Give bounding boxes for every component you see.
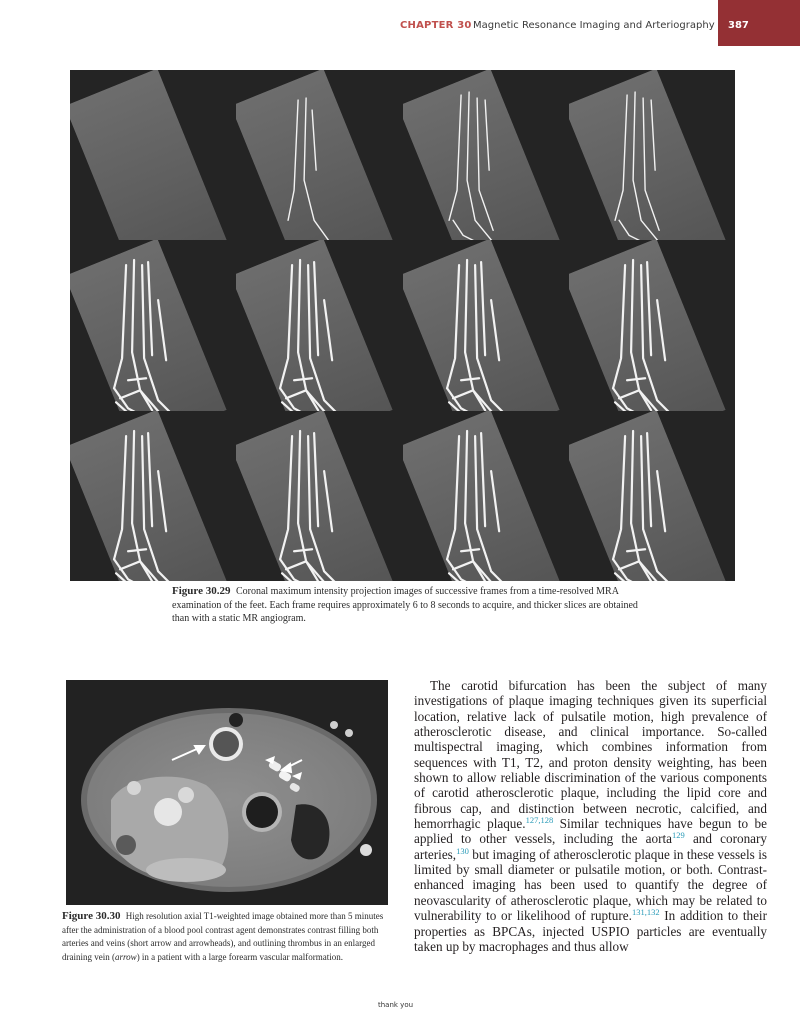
- citation-link[interactable]: 131,132: [631, 907, 660, 918]
- caption-text: High resolution axial T1-weighted image obtained more than 5 minutes after the administration of a blood pool contrast agent demonstrates contrast filling both arteries and veins (short arrow and arrowheads), and outlining thrombus in an enlarged draining vein (: [62, 911, 384, 962]
- citation-link[interactable]: 129: [672, 830, 685, 841]
- figure-30-30-caption: [62, 910, 392, 964]
- text-run: In addition to their properties as BPCAs, injected USPIO particles are eventually taken up by macrophages and thus allow: [414, 908, 767, 954]
- mra-frame: [70, 70, 236, 240]
- body-text-column: [414, 678, 767, 954]
- figure-label: Figure 30.30: [62, 910, 121, 922]
- caption-text: Coronal maximum intensity projection images of successive frames from a time-resolved MRA examination of the feet. Each frame requires approximately 6 to 8 seconds to acquire, and thicker slices are obtained than with a static MR angiogram.: [172, 586, 638, 624]
- mra-frame: [569, 70, 735, 240]
- vessel-overlay: [236, 411, 402, 581]
- vessel-overlay: [403, 70, 569, 240]
- text-run: but imaging of atherosclerotic plaque in these vessels is limited by small diameter or pulsatile motion, or both. Contrast-enhanced imaging has been used to quantify the degree of neovascularity of atherosclerotic plaque, which may be related to vulnerability to or likelihood of rupture.: [414, 846, 767, 924]
- mra-frame: [569, 411, 735, 581]
- vessel-overlay: [569, 70, 735, 240]
- page-number: 387: [728, 20, 749, 31]
- figure-30-29-image: [70, 70, 735, 581]
- vessel-overlay: [403, 240, 569, 410]
- mra-frame: [236, 240, 402, 410]
- mra-frame: [403, 240, 569, 410]
- mra-frame: [236, 70, 402, 240]
- caption-italic: arrow: [115, 951, 137, 962]
- figure-label: Figure 30.29: [172, 585, 231, 597]
- chapter-label: CHAPTER 30: [400, 20, 472, 31]
- running-header: [0, 0, 800, 46]
- body-paragraph: [414, 678, 767, 954]
- chapter-title: Magnetic Resonance Imaging and Arteriography: [473, 20, 715, 31]
- mra-frame: [403, 411, 569, 581]
- mra-frame: [403, 70, 569, 240]
- footer-note: thank you: [378, 1001, 414, 1009]
- vessel-overlay: [70, 240, 236, 410]
- citation-link[interactable]: 130: [456, 845, 469, 856]
- text-run: The carotid bifurcation has been the subject of many investigations of plaque imaging techniques given its superficial location, relative lack of pulsatile motion, high prevalence of atherosclerotic disease, and clinical importance. So-called multispectral imaging, which combines information from sequences with T1, T2, and proton density weighting, has been shown to allow reliable discrimination of the various components of carotid atherosclerotic plaque, including the lipid core and fibrous cap, and distinction between necrotic, calcified, and hemorrhagic plaque.: [414, 678, 767, 832]
- vessel-overlay: [403, 411, 569, 581]
- vessel-overlay: [70, 411, 236, 581]
- mra-frame: [70, 411, 236, 581]
- figure-30-29-caption: [172, 585, 642, 626]
- vessel-overlay: [236, 240, 402, 410]
- text-run: and coronary arteries,: [414, 831, 768, 862]
- caption-text-end: ) in a patient with a large forearm vascular malformation.: [136, 951, 343, 962]
- mra-frame: [569, 240, 735, 410]
- imaging-slab: [70, 70, 227, 240]
- mra-frame: [70, 240, 236, 410]
- vessel-overlay: [569, 240, 735, 410]
- axial-mri-illustration: [66, 680, 388, 905]
- citation-link[interactable]: 127,128: [525, 815, 554, 826]
- vessel-overlay: [236, 70, 402, 240]
- figure-30-30-image: [66, 680, 388, 905]
- vessel-overlay: [569, 411, 735, 581]
- text-run: Similar techniques have begun to be applied to other vessels, including the aorta: [414, 816, 767, 847]
- mra-frame: [236, 411, 402, 581]
